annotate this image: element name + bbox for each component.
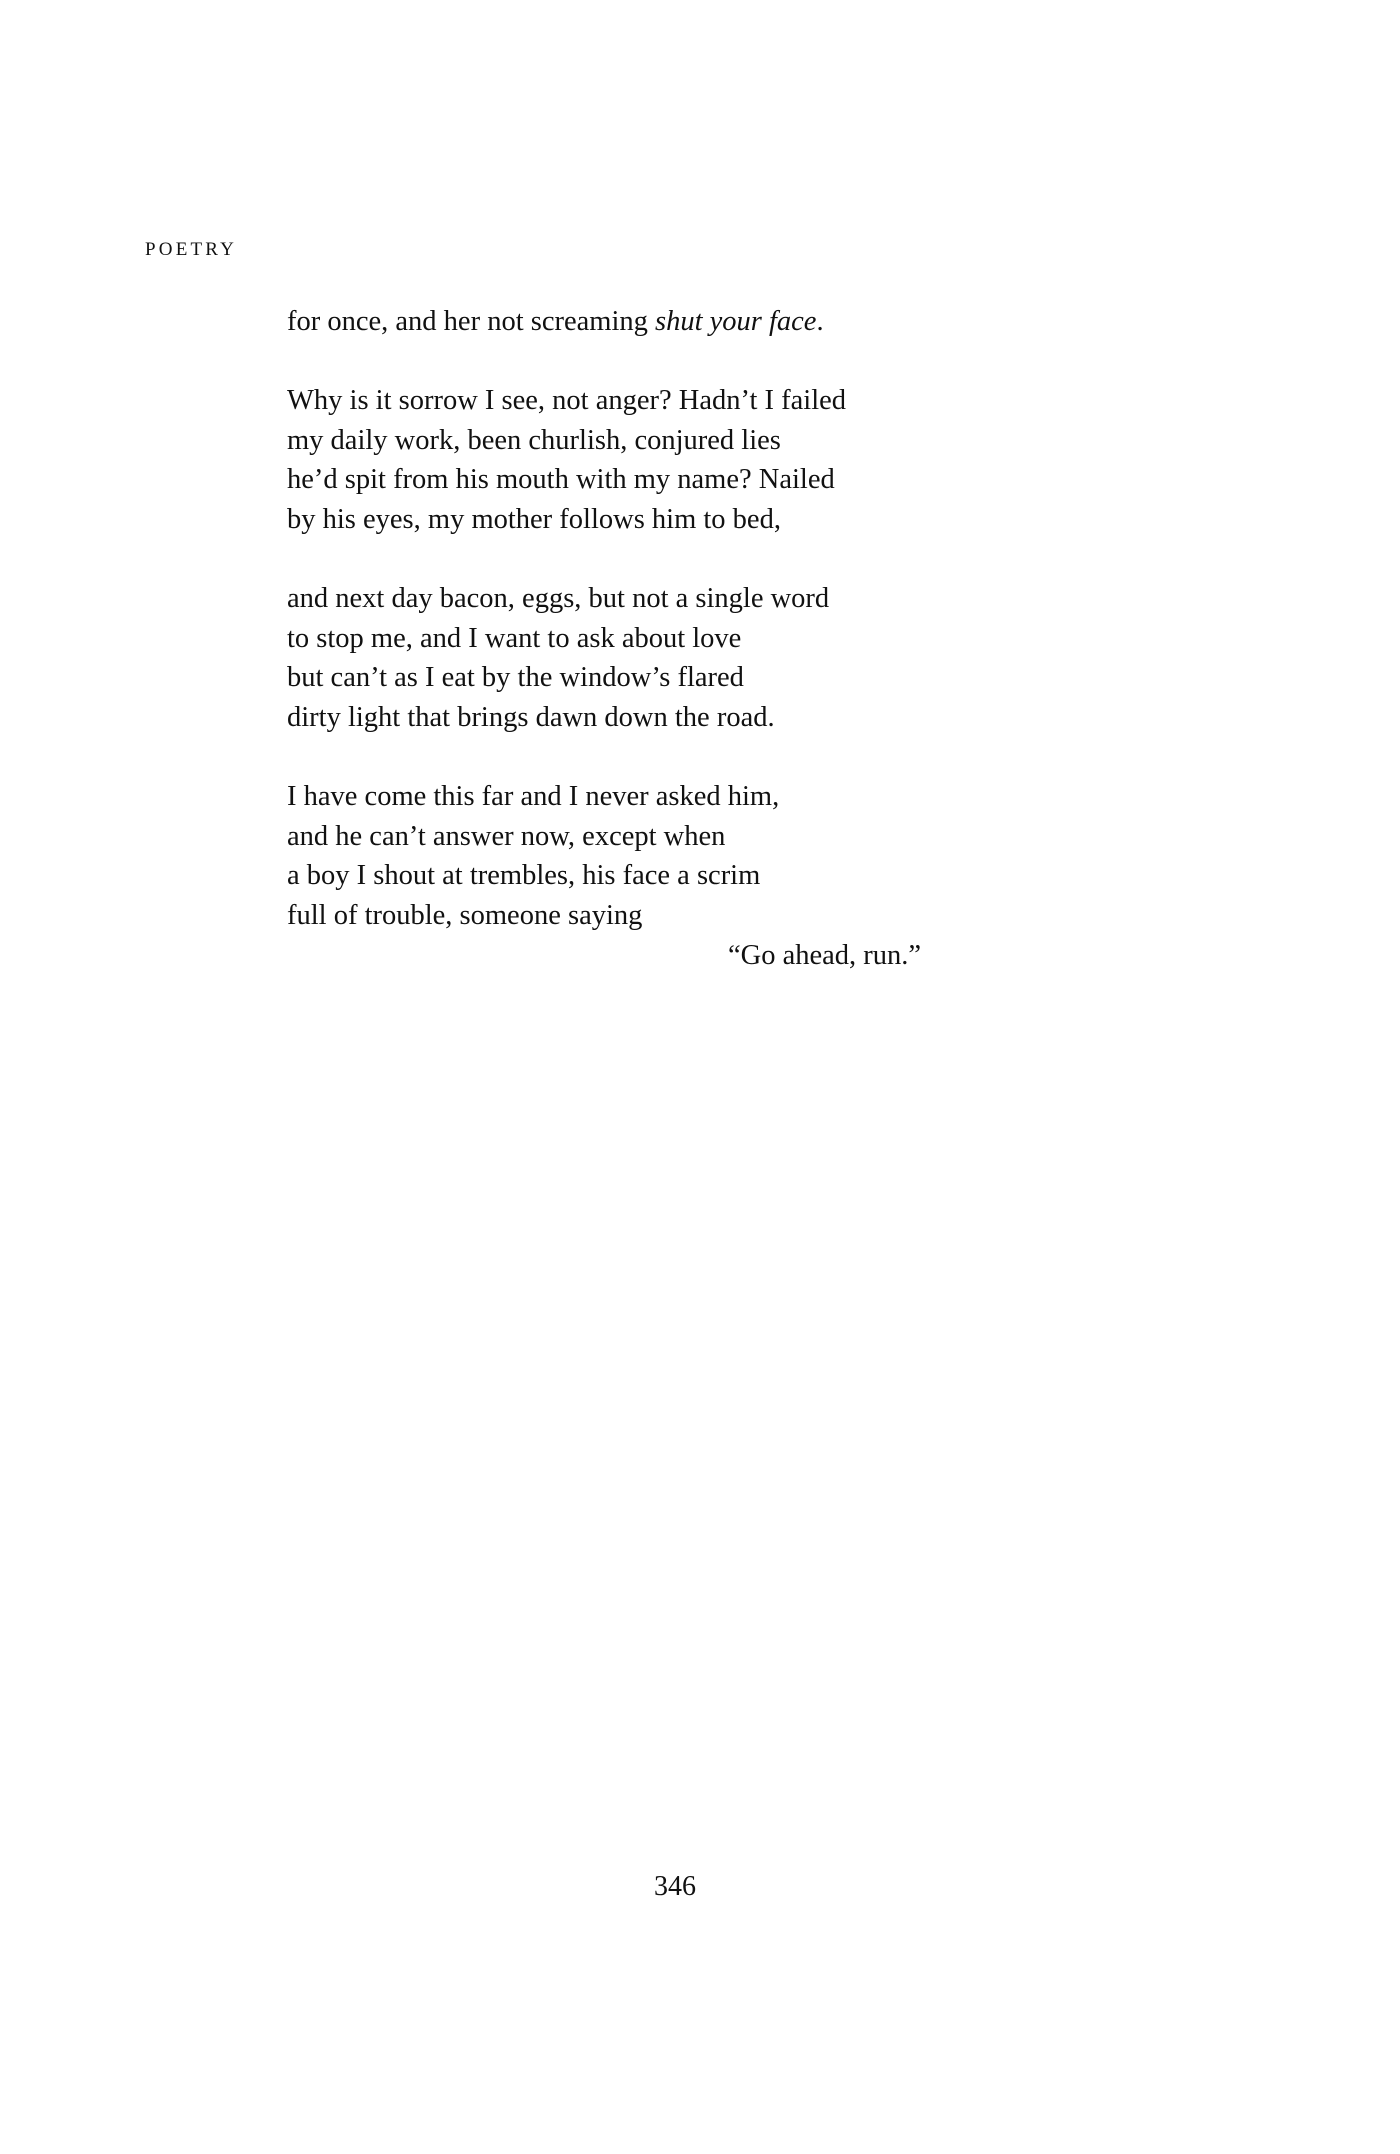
poem-line: for once, and her not screaming shut your face.: [287, 306, 824, 337]
poem-line: and next day bacon, eggs, but not a single word: [287, 583, 830, 615]
stanza-1: [287, 302, 921, 342]
poem-line: a boy I shout at trembles, his face a scrim: [287, 860, 761, 892]
poem-line: dirty light that brings dawn down the road.: [287, 701, 775, 733]
poem-body: [287, 302, 921, 1015]
poem-line: by his eyes, my mother follows him to bed,: [287, 503, 781, 535]
stanza-2: [287, 381, 921, 539]
stanza-3: [287, 579, 921, 737]
running-head: POETRY: [145, 239, 238, 260]
poem-line: to stop me, and I want to ask about love: [287, 622, 742, 654]
poem-line: I have come this far and I never asked him,: [287, 781, 780, 813]
stanza-4: [287, 777, 921, 975]
poem-line: but can’t as I eat by the window’s flared: [287, 662, 744, 694]
poem-line: Why is it sorrow I see, not anger? Hadn’t I failed: [287, 385, 847, 417]
page-number: 346: [654, 1871, 696, 1902]
italic-phrase: shut your face: [654, 306, 817, 337]
poem-line-dropped: “Go ahead, run.”: [728, 939, 922, 971]
poem-line: full of trouble, someone saying: [287, 899, 643, 931]
poem-line: my daily work, been churlish, conjured lies: [287, 424, 781, 456]
poem-line: he’d spit from his mouth with my name? Nailed: [287, 464, 835, 496]
poem-line: and he can’t answer now, except when: [287, 820, 726, 852]
